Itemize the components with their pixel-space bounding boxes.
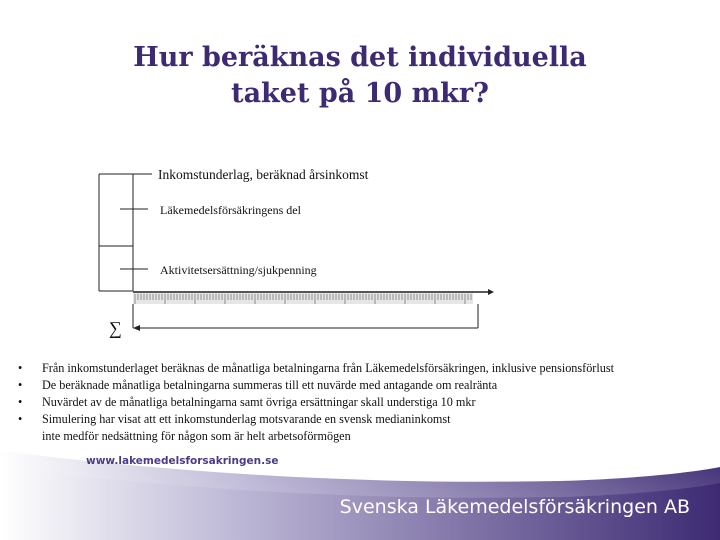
sum-symbol: ∑ (109, 318, 122, 338)
title-line-1: Hur beräknas det individuella (133, 42, 587, 73)
label-activity: Aktivitetsersättning/sjukpenning (160, 263, 317, 277)
label-insurance-share: Läkemedelsförsäkringens del (160, 203, 301, 217)
title-line-2: taket på 10 mkr? (231, 78, 489, 109)
sum-arrowhead (133, 325, 140, 331)
bullet-item (18, 411, 708, 445)
bullet-item (18, 394, 708, 411)
bullet-list (18, 360, 708, 445)
bullet-text-1: Från inkomstunderlaget beräknas de månatliga betalningarna från Läkemedelsförsäkringen, inklusive pensionsförlust (42, 361, 614, 375)
bullet-text-3: Nuvärdet av de månatliga betalningarna samt övriga ersättningar skall understiga 10 mkr (42, 395, 476, 409)
website-link[interactable]: www.lakemedelsforsakringen.se (86, 455, 279, 467)
bullet-text-4a: • Simulering har visat att ett inkomstunderlag motsvarande en svensk medianinkomst (42, 412, 451, 426)
time-axis (133, 289, 494, 304)
bullet-item (18, 360, 708, 377)
brand-name: Svenska Läkemedelsförsäkringen AB (339, 496, 690, 518)
bullet-text-2: De beräknade månatliga betalningarna summeras till ett nuvärde med antagande om realränta (42, 378, 498, 392)
time-axis-arrowhead (488, 289, 494, 295)
label-income: Inkomstunderlag, beräknad årsinkomst (158, 167, 369, 182)
bullet-text-4b: inte medför nedsättning för någon som är helt arbetsoförmögen (42, 429, 351, 443)
bullet-item (18, 377, 708, 394)
